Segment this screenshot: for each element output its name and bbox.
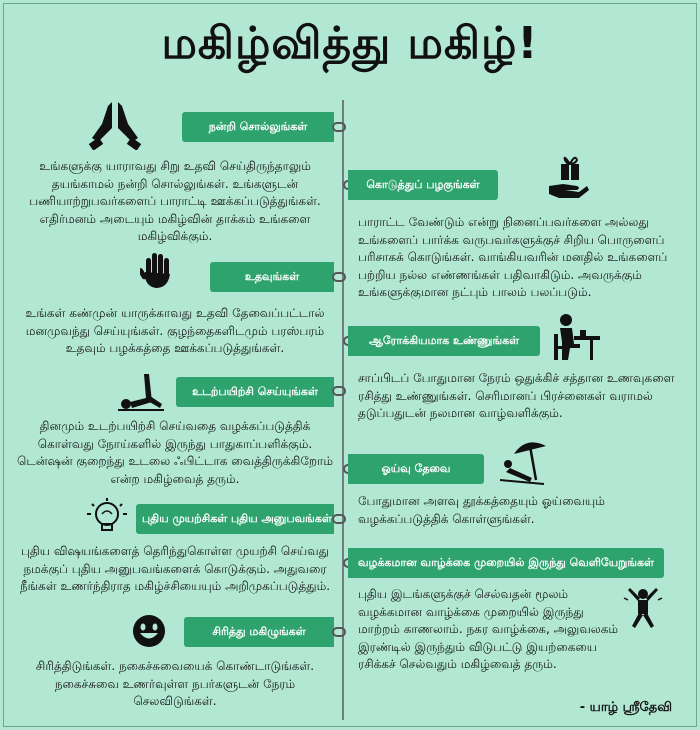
paperclip-icon: [332, 627, 346, 637]
paperclip-icon: [332, 122, 346, 132]
exercise-icon: [116, 364, 166, 416]
gift-hand-icon: [545, 152, 591, 206]
paperclip-icon: [332, 514, 346, 524]
text-give: பாராட்ட வேண்டும் என்று நினைப்பவர்களை அல்லது உங்களைப் பார்க்க வருபவர்களுக்குச் சிறிய பொருளைப் பரிசாகக் கொடுங்கள். வாங்கியவரின் மனதில் உங்களைப் பற்றிய நல்ல எண்ணங்கள் பதிவாகிடும். அவருக்கும் உங்களுக்குமான நட்பும் பாலம் பலப்படும்.: [358, 215, 668, 299]
paperclip-icon: [332, 386, 346, 396]
helping-hand-icon: [140, 250, 174, 294]
heading-give: கொடுத்துப் பழகுங்கள்: [348, 170, 498, 200]
jumping-person-icon: [620, 584, 666, 636]
heading-thank: நன்றி சொல்லுங்கள்: [182, 112, 334, 142]
heading-new-experiences: புதிய முயற்சிகள் புதிய அனுபவங்கள்: [136, 504, 334, 534]
heading-eat-healthy: ஆரோக்கியமாக உண்ணுங்கள்: [348, 326, 540, 356]
author-signature: - யாழ் ஸ்ரீதேவி: [579, 700, 672, 715]
heading-help: உதவுங்கள்: [210, 262, 334, 292]
text-eat-healthy: சாப்பிடப் போதுமான நேரம் ஒதுக்கிச் சத்தான உணவுகளை ரசித்து உண்ணுங்கள். செரிமானப் பிரச்னைகள் வராமல் தடுப்பதுடன் நலமான வாழ்வளிக்கும்.: [358, 371, 675, 420]
poster-title: மகிழ்வித்து மகிழ்!: [161, 18, 539, 69]
heading-rest: ஓய்வு தேவை: [348, 454, 484, 484]
heading-laugh: சிரித்து மகிழுங்கள்: [184, 617, 334, 647]
smiley-face-icon: [132, 614, 166, 652]
paperclip-icon: [332, 272, 346, 282]
lightbulb-idea-icon: [84, 496, 130, 540]
person-eating-icon: [550, 312, 602, 368]
text-help: உங்கள் கண்முன் யாருக்காவது உதவி தேவைப்பட்டால் மனமுவந்து செய்யுங்கள். குழந்தைகளிடமும் பரஸ்பரம் உதவும் பழக்கத்தை ஊக்கப்படுத்துங்கள்.: [25, 306, 325, 355]
text-rest: போதுமான அளவு தூக்கத்தையும் ஓய்வையும் வழக்கப்படுத்திக் கொள்ளுங்கள்.: [358, 494, 605, 526]
beach-rest-icon: [496, 434, 552, 492]
text-laugh: சிரித்திடுங்கள். நகைச்சுவையைக் கொண்டாடுங்கள். நகைச்சுவை உணர்வுள்ள நபர்களுடன் நேரம் செலவிடுங்கள்.: [35, 659, 315, 708]
heading-exercise: உடற்பயிற்சி செய்யுங்கள்: [176, 377, 334, 407]
praying-hands-icon: [88, 98, 142, 154]
text-exercise: தினமும் உடற்பயிற்சி செய்வதை வழக்கப்படுத்திக் கொள்வது நோய்களில் இருந்து பாதுகாப்பளிக்கும். டென்ஷன் குறைந்து உடலை ஃபிட்டாக வைத்திருக்கிறோம் என்ற மகிழ்வைத் தரும்.: [17, 419, 333, 486]
heading-break-routine: வழக்கமான வாழ்க்கை முறையில் இருந்து வெளியேறுங்கள்: [348, 548, 664, 578]
text-thank: உங்களுக்கு யாராவது சிறு உதவி செய்திருந்தாலும் தயங்காமல் நன்றி சொல்லுங்கள். உங்களுடன் பணியாற்றுபவர்களைப் பாராட்டி ஊக்கப்படுத்துங்கள். எதிர்மனம் அடையும் மகிழ்வின் தாக்கம் உங்களை மகிழ்விக்கும்.: [29, 159, 321, 243]
text-break-routine: புதிய இடங்களுக்குச் செல்வதன் மூலம் வழக்கமான வாழ்க்கை முறையில் இருந்து மாற்றம் காணலாம். நகர வாழ்க்கை, அலுவலகம் இரண்டில் இருந்தும் விடுபட்டு இயற்கையை ரசிக்கச் செல்வதும் மகிழ்வைத் தரும்.: [358, 587, 619, 671]
text-new-experiences: புதிய விஷயங்களைத் தெரிந்துகொள்ள முயற்சி செய்வது நமக்குப் புதிய அனுபவங்களைக் கொடுக்கும். அதுவரை நீங்கள் உணர்ந்திராத மகிழ்ச்சியையும் அறிமுகப்படுத்தும்.: [19, 544, 331, 593]
